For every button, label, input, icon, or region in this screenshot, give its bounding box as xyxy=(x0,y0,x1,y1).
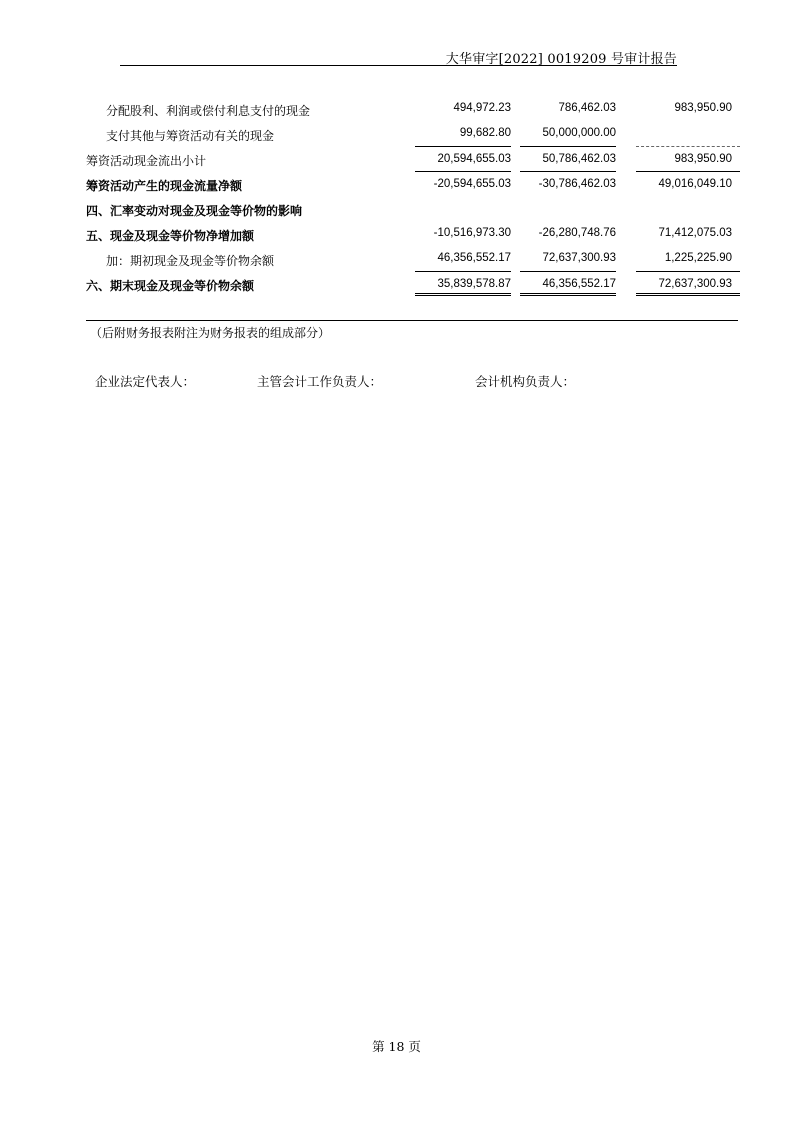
table-row xyxy=(86,121,738,146)
accounting-dept-head-label: 会计机构负责人： xyxy=(475,374,576,389)
cash-flow-table xyxy=(86,96,738,296)
table-row xyxy=(86,271,738,296)
cell-earlier: 72,637,300.93 xyxy=(636,271,740,296)
cell-current: 46,356,552.17 xyxy=(437,252,511,264)
row-label: 四、汇率变动对现金及现金等价物的影响 xyxy=(86,204,303,218)
page-number: 第 18 页 xyxy=(372,1039,421,1054)
cell-earlier: 71,412,075.03 xyxy=(658,227,732,239)
cell-prior xyxy=(520,196,616,221)
cell-earlier xyxy=(636,121,740,146)
accounting-head-label: 主管会计工作负责人： xyxy=(257,374,383,389)
table-row xyxy=(86,96,738,121)
legal-representative-label: 企业法定代表人： xyxy=(95,374,196,389)
cell-prior: 50,000,000.00 xyxy=(542,127,616,139)
cell-earlier xyxy=(636,196,740,221)
cell-current: 99,682.80 xyxy=(459,127,511,139)
cell-current: 494,972.23 xyxy=(453,102,511,114)
cell-earlier: 49,016,049.10 xyxy=(636,171,740,196)
cell-current: 35,839,578.87 xyxy=(415,271,511,296)
table-row xyxy=(86,221,738,246)
row-label: 加：期初现金及现金等价物余额 xyxy=(106,254,275,268)
cell-earlier: 983,950.90 xyxy=(674,102,732,114)
row-label: 六、期末现金及现金等价物余额 xyxy=(86,279,255,293)
cell-current: -20,594,655.03 xyxy=(415,171,511,196)
cell-current xyxy=(415,196,511,221)
row-label: 分配股利、利润或偿付利息支付的现金 xyxy=(106,104,311,118)
footnote: （后附财务报表附注为财务报表的组成部分） xyxy=(90,326,331,340)
table-row xyxy=(86,146,738,171)
table-row xyxy=(86,246,738,271)
cell-earlier: 983,950.90 xyxy=(636,146,740,171)
cell-prior: -26,280,748.76 xyxy=(538,227,616,239)
table-end-rule xyxy=(86,320,738,321)
cell-current: -10,516,973.30 xyxy=(433,227,511,239)
report-number-header: 大华审字[2022] 0019209 号审计报告 xyxy=(445,52,677,67)
cell-current: 20,594,655.03 xyxy=(415,146,511,171)
row-label: 筹资活动产生的现金流量净额 xyxy=(86,179,243,193)
cell-prior: -30,786,462.03 xyxy=(520,171,616,196)
cell-prior: 50,786,462.03 xyxy=(520,146,616,171)
header-rule xyxy=(120,65,677,66)
table-row xyxy=(86,171,738,196)
cell-prior: 72,637,300.93 xyxy=(542,252,616,264)
cell-earlier: 1,225,225.90 xyxy=(664,252,732,264)
cell-prior: 786,462.03 xyxy=(558,102,616,114)
row-label: 支付其他与筹资活动有关的现金 xyxy=(106,129,275,143)
cell-prior: 46,356,552.17 xyxy=(520,271,616,296)
row-label: 五、现金及现金等价物净增加额 xyxy=(86,229,255,243)
row-label: 筹资活动现金流出小计 xyxy=(86,154,207,168)
table-row xyxy=(86,196,738,221)
